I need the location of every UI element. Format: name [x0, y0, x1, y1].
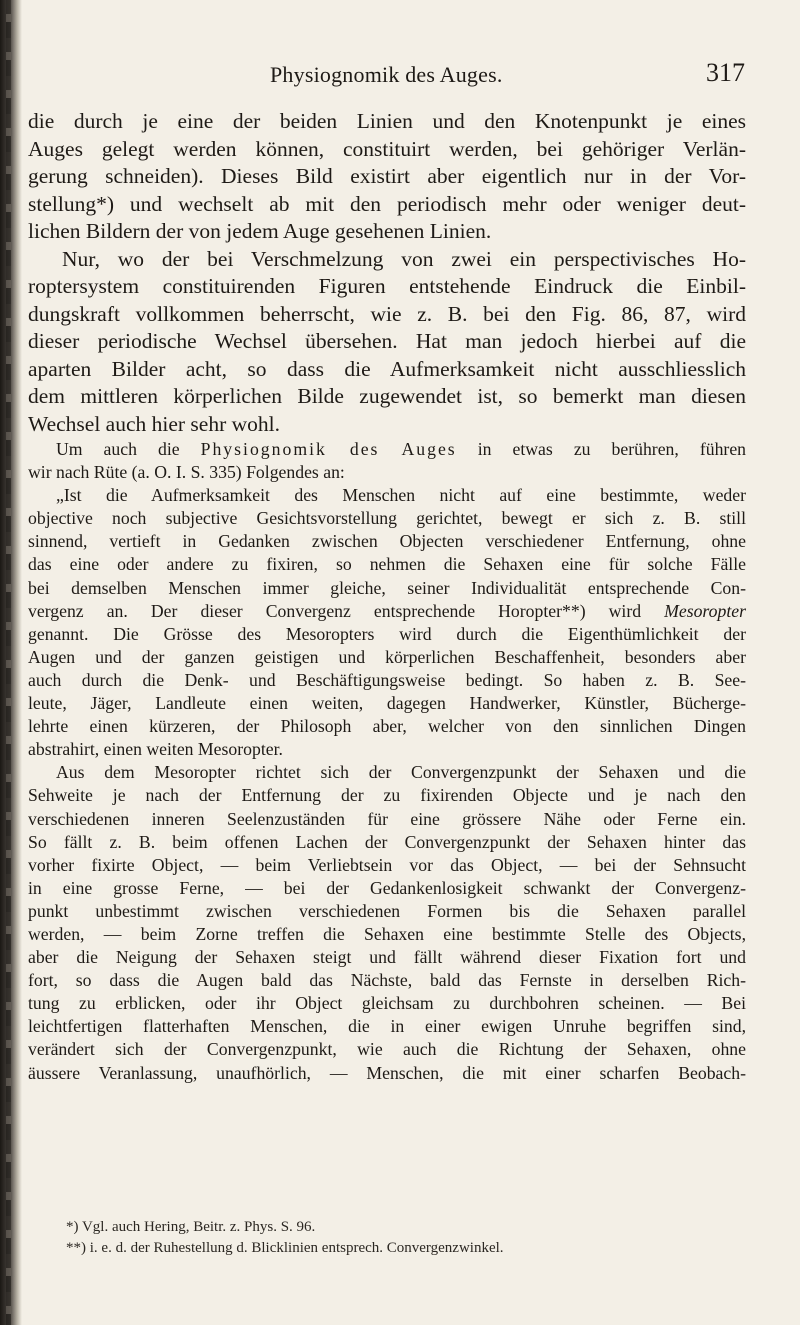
paragraph-1 [28, 108, 746, 246]
text-line: stellung*) und wechselt ab mit den periodisch mehr oder weniger deut- [28, 191, 746, 216]
text-line: aparten Bilder acht, so dass die Aufmerksamkeit nicht ausschliesslich [28, 356, 746, 381]
text-line: werden, — beim Zorne treffen die Sehaxen eine bestimmte Stelle des Objects, [28, 923, 746, 944]
text-line: verschiedenen inneren Seelenzuständen für eine grössere Nähe oder Ferne ein. [28, 808, 746, 829]
text-line [28, 438, 746, 461]
text-line: gerung schneiden). Dieses Bild existirt aber eigentlich nur in der Vor- [28, 164, 746, 188]
text-line: vorher fixirte Object, — beim Verliebtsein vor das Object, — bei der Sehnsucht [28, 854, 746, 875]
text-line: abstrahirt, einen weiten Mesoropter. [28, 739, 283, 760]
footnotes [66, 1217, 746, 1259]
text-line: Sehweite je nach der Entfernung der zu fixirenden Objecte und je nach den [28, 785, 746, 806]
text-line: Nur, wo der bei Verschmelzung von zwei ein perspectivisches Ho- [62, 246, 746, 271]
text-line: roptersystem constituirenden Figuren entstehende Eindruck die Einbil- [28, 274, 746, 298]
paragraph-3 [28, 438, 746, 484]
text-line: dieser periodische Wechsel übersehen. Hat man jedoch hierbei auf die [28, 329, 746, 353]
binding-edge [6, 0, 11, 1325]
footnote: **) i. e. d. der Ruhestellung d. Blicklinien entsprech. Convergenzwinkel. [66, 1240, 504, 1256]
text-fragment: vergenz an. Der dieser Convergenz entsprechende Horopter**) wird [28, 600, 665, 621]
page-number: 317 [706, 58, 745, 87]
quote-2 [28, 761, 746, 1084]
text-fragment: in etwas zu berühren, führen [456, 439, 747, 459]
text-line: aber die Neigung der Sehaxen steigt und fällt während dieser Fixation fort und [28, 947, 746, 968]
italic-term: Mesoropter [664, 600, 746, 621]
footnote: *) Vgl. auch Hering, Beitr. z. Phys. S. 96. [66, 1219, 316, 1235]
text-line: in eine grosse Ferne, — bei der Gedankenlosigkeit schwankt der Convergenz- [28, 877, 746, 898]
page-header [60, 58, 745, 92]
page-body [28, 108, 746, 1085]
text-line: lehrte einen kürzeren, der Philosoph aber, welcher von den sinnlichen Dingen [28, 716, 746, 737]
text-line: leichtfertigen flatterhaften Menschen, die in einer ewigen Unruhe begriffen sind, [28, 1016, 746, 1037]
text-line: Auges gelegt werden können, constituirt werden, bei gehöriger Verlän- [28, 136, 746, 161]
text-line: punkt unbestimmt zwischen verschiedenen Formen bis die Sehaxen parallel [28, 900, 746, 921]
book-gutter-shadow [0, 0, 22, 1325]
text-line: sinnend, vertieft in Gedanken zwischen Objecten verschiedener Entfernung, ohne [28, 531, 746, 552]
text-line: Wechsel auch hier sehr wohl. [28, 411, 280, 436]
text-line: wir nach Rüte (a. O. I. S. 335) Folgendes an: [28, 462, 345, 483]
text-line: objective noch subjective Gesichtsvorstellung gerichtet, bewegt er sich z. B. still [28, 508, 746, 529]
text-line: dungskraft vollkommen beherrscht, wie z. B. bei den Fig. 86, 87, wird [28, 301, 746, 326]
spaced-heading: Physiognomik des Auges [200, 439, 457, 459]
text-line: leute, Jäger, Landleute einen weiten, dagegen Handwerker, Künstler, Bücherge- [28, 693, 746, 714]
text-line: „Ist die Aufmerksamkeit des Menschen nicht auf eine bestimmte, weder [56, 485, 746, 506]
text-line: Aus dem Mesoropter richtet sich der Convergenzpunkt der Sehaxen und die [56, 762, 746, 783]
text-line: So fällt z. B. beim offenen Lachen der Convergenzpunkt der Sehaxen hinter das [28, 831, 746, 852]
text-fragment: Um auch die [56, 439, 201, 459]
text-line [28, 600, 746, 623]
text-line: äussere Veranlassung, unaufhörlich, — Menschen, die mit einer scharfen Beobach- [28, 1062, 746, 1083]
text-line: die durch je eine der beiden Linien und den Knotenpunkt je eines [28, 109, 746, 133]
text-line: tung zu erblicken, oder ihr Object gleichsam zu durchbohren scheinen. — Bei [28, 993, 746, 1014]
text-line: das eine oder andere zu fixiren, so nehmen die Sehaxen eine für solche Fälle [28, 554, 746, 575]
quote-1 [28, 484, 746, 761]
text-line: verändert sich der Convergenzpunkt, wie auch die Richtung der Sehaxen, ohne [28, 1039, 746, 1060]
text-line: fort, so dass die Augen bald das Nächste, bald das Fernste in derselben Rich- [28, 970, 746, 991]
paragraph-2 [28, 246, 746, 439]
text-line: genannt. Die Grösse des Mesoropters wird durch die Eigenthümlichkeit der [28, 623, 746, 644]
text-line: bei demselben Menschen immer gleiche, seiner Individualität entsprechende Con- [28, 577, 746, 598]
running-title: Physiognomik des Auges. [270, 62, 503, 87]
text-line: lichen Bildern der von jedem Auge gesehenen Linien. [28, 219, 492, 243]
text-line: auch durch die Denk- und Beschäftigungsweise bedingt. So haben z. B. See- [28, 669, 746, 690]
text-line: dem mittleren körperlichen Bilde zugewendet ist, so bemerkt man diesen [28, 384, 746, 408]
text-line: Augen und der ganzen geistigen und körperlichen Beschaffenheit, besonders aber [28, 646, 746, 667]
